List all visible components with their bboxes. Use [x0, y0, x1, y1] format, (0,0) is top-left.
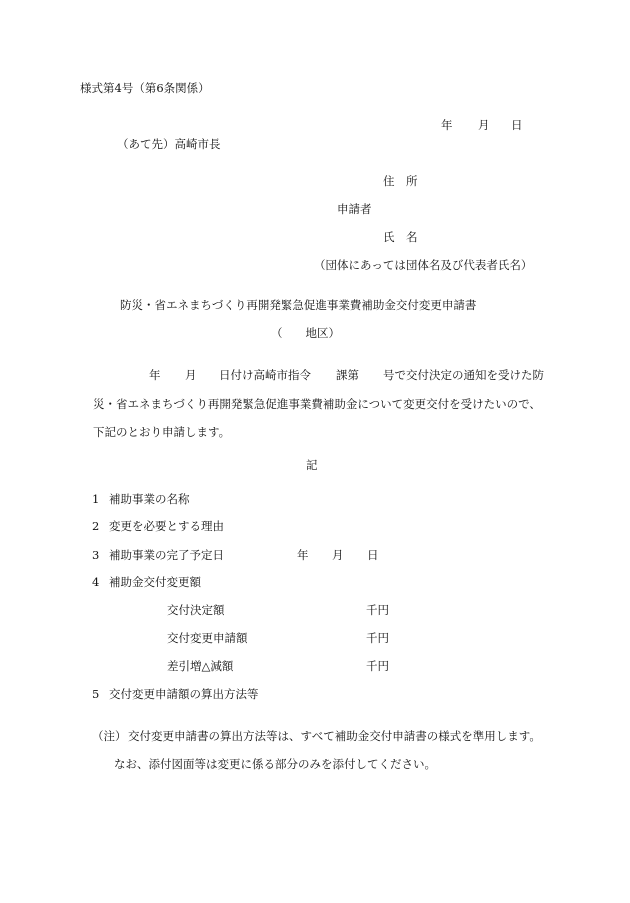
note-prefix: （注）	[92, 729, 127, 743]
item-number: 1	[92, 492, 100, 506]
date-year: 年	[441, 118, 453, 132]
body-text-b: 課第	[336, 368, 359, 382]
amount-label: 差引増△減額	[167, 659, 234, 673]
body-text-a: 日付け高崎市指令	[219, 368, 311, 382]
name-label: 氏 名	[383, 230, 418, 244]
item-number: 4	[92, 575, 100, 589]
amount-label: 交付決定額	[167, 603, 225, 617]
page-title: 防災・省エネまちづくり再開発緊急促進事業費補助金交付変更申請書	[120, 298, 477, 312]
address-label: 住 所	[383, 174, 418, 188]
amount-unit: 千円	[366, 659, 389, 673]
addressee: （あて先）高崎市長	[117, 137, 221, 151]
note-line-1: 交付変更申請書の算出方法等は、すべて補助金交付申請書の様式を準用します。	[128, 729, 541, 743]
amount-label: 交付変更申請額	[167, 631, 248, 645]
form-number: 様式第4号（第6条関係）	[80, 81, 210, 95]
body-year: 年	[149, 368, 161, 382]
body-line-2: 災・省エネまちづくり再開発緊急促進事業費補助金について変更交付を受けたいので、	[93, 397, 541, 411]
completion-month: 月	[332, 548, 344, 562]
amount-unit: 千円	[366, 603, 389, 617]
completion-day: 日	[367, 548, 379, 562]
item-number: 3	[92, 548, 100, 562]
amount-unit: 千円	[366, 631, 389, 645]
item-label: 交付変更申請額の算出方法等	[109, 687, 259, 701]
date-day: 日	[511, 118, 523, 132]
body-month: 月	[185, 368, 197, 382]
item-label: 補助事業の名称	[109, 492, 190, 506]
group-note: （団体にあっては団体名及び代表者氏名）	[314, 258, 533, 272]
item-label: 補助金交付変更額	[109, 575, 201, 589]
body-text-c: 号で交付決定の通知を受けた防	[383, 368, 544, 382]
note-line-2: なお、添付図面等は変更に係る部分のみを添付してください。	[114, 757, 436, 771]
item-number: 2	[92, 519, 100, 533]
date-month: 月	[478, 118, 490, 132]
item-number: 5	[92, 687, 100, 701]
item-label: 補助事業の完了予定日	[109, 548, 224, 562]
body-line-3: 下記のとおり申請します。	[93, 425, 231, 439]
ki-heading: 記	[306, 458, 318, 472]
completion-year: 年	[297, 548, 309, 562]
applicant-label: 申請者	[337, 202, 372, 216]
item-label: 変更を必要とする理由	[109, 519, 224, 533]
district-line: （ 地区）	[271, 326, 340, 340]
